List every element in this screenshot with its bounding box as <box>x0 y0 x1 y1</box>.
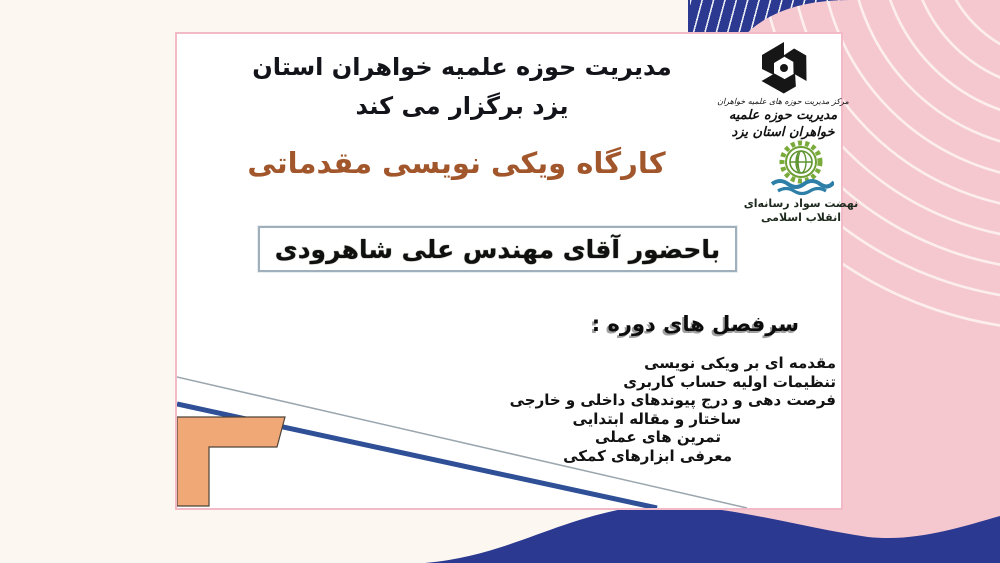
topic-item: ساختار و مقاله ابتدایی <box>572 409 741 428</box>
topics-heading: سرفصل های دوره : <box>591 312 799 336</box>
corner-bracket <box>177 417 285 506</box>
media-literacy-logo-icon <box>768 137 834 199</box>
presenter-box <box>258 226 737 272</box>
organizer-line2: یزد برگزار می کند <box>355 92 569 120</box>
seminary-emblem-icon <box>754 38 814 98</box>
topic-item: تنظیمات اولیه حساب کاربری <box>623 372 836 391</box>
topic-item: فرصت دهی و درج پیوندهای داخلی و خارجی <box>509 391 836 409</box>
poster-card <box>175 32 859 510</box>
seminary-caption-calligraphy: مدیریت حوزه علمیه خواهران استان یزد <box>728 108 838 140</box>
topic-item: تمرین های عملی <box>595 428 721 446</box>
topic-item: معرفی ابزارهای کمکی <box>563 446 732 465</box>
seminary-caption <box>712 97 854 141</box>
topic-item: مقدمه ای بر ویکی نویسی <box>644 354 836 372</box>
media-literacy-caption <box>737 197 865 225</box>
presenter-text: باحضور آقای مهندس علی شاهرودی <box>274 234 721 264</box>
media-caption-line2: انقلاب اسلامی <box>761 211 841 224</box>
topics-list <box>484 354 836 465</box>
organizer-line1: مدیریت حوزه علمیه خواهران استان <box>252 53 672 81</box>
seminary-caption-small: مرکز مدیریت حوزه های علمیه خواهران <box>717 97 849 106</box>
organizer-heading <box>247 48 677 126</box>
workshop-title: کارگاه ویکی نویسی مقدماتی <box>247 146 666 180</box>
media-caption-line1: نهضت سواد رسانه‌ای <box>743 197 859 210</box>
